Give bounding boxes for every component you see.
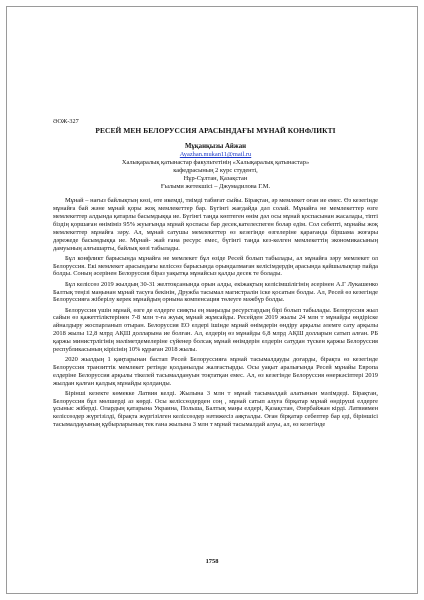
article-title: РЕСЕЙ МЕН БЕЛОРУССИЯ АРАСЫНДАҒЫ МҰНАЙ КОНФЛИКТІ xyxy=(95,126,336,135)
author-city: Нұр-Сұлтан, Қазақстан xyxy=(183,174,248,182)
paragraph-1: Мұнай – нағыз байлықтың көзі, өте икемді, тиімді табиғат сыйы. Бірақтан, әр мемлекет оған ие емес. Өз кезегінде мұнайға бай және мұнай қоры жоқ мемлекеттер бар. Бүгінгі жағдайда дәл солай. Мұнайға не мемлекеттер өзге мемлекеттер алдында қатарлы басымдыққа ие. Бүгінгі таңда көптеген өнім дәл осы мұнай қоспасынан жасалады, тіпті біздің қоршаған өніміміз 95% жуығында мұнай қоспасы бар десек,кателеспеген болар едім. Сол себепті, мұнайы жоқ мемлекеттер мұнайға зәру. Ал, мұнай сатушы мемлекеттер өз кезегінде өзгелеріне қарағанда біршама жоғары дәрежеде басымдыққа ие. Мұнай- жай ғана ресурс емес, бүгінгі таңда кез-келген мемлекеттің экономикасының дамуының алғышарты, байлық көзі табылады. xyxy=(53,197,378,252)
paragraph-5: 2020 жылдың 1 қаңтарынан бастап Ресей Белоруссияға мұнай тасымалдауды доғарды, бірақта өз кезегінде Белоруссия транзиттік мемлекет ретінде қолданылды жалғастырды. Осы уақыт аралығында Ресей мұнайы Европа елдеріне Белоруссия арқылы тікелей тасымалдануын тоқтатқан емес. Ал, өз кезегінде Белоруссия өнеркәсіптері 2019 жылдан қалған қалдық мұнайды қолданды. xyxy=(53,356,378,387)
author-block xyxy=(53,143,378,190)
article-body xyxy=(53,197,378,429)
paragraph-3: Бұл келіссөз 2019 жылдың 30-31 желтоқсанында орын алды, екіжақтың келісімшілігінің әсерінен А.Г Лукашенко Балтық теңізі маңынан мұнай тасуға бекінін, Дружба тасымал магистралін іске қосатын болды. Ал, Ресей өз кезегінде Белоруссияға жіберілу керек мұнайдың орнына компенсация төлеуге мәжбүр болды. xyxy=(53,280,378,304)
article xyxy=(53,118,378,431)
author-name: Мұқанқызы Айжан xyxy=(184,143,247,150)
author-email-link[interactable]: Ayazhan.mukan11@mail.ru xyxy=(179,150,252,158)
author-supervisor: Ғылыми жетекшісі – Джумадилова Г.М. xyxy=(160,182,271,190)
paragraph-2: Бұл конфликт барысында мұнайға не мемлекет бұл өзіде Ресей болып табылады, ал мұнайға зәру мемлекет ол Белоруссия. Екі мемлекет арасындағы келіссөз барысында орындалмаған келісімдердің арасында қайшылықтар пайда болды. Соның әсерінен Белоруссия біраз уақытқа мұнайсыз қалды десек те болады. xyxy=(53,254,378,278)
udc-code: ӘОЖ-327 xyxy=(53,118,79,125)
page-number: 1758 xyxy=(205,558,219,565)
paragraph-4: Белоруссия үшін мұнай, өзге де елдерге сияқты ең маңызды ресурстардың бірі болып табылады. Белоруссия жыл сайын өз қажеттіліктерінен 7-8 млн т-ға жуық мұнай жұмсайды. Ресейден 2019 жылы 24 млн т мұнайды өндіріске айналдыру жоспарланып отыран. Белоруссия ЕО елдері ішінде мұнай өнімдерін өндіру арқылы әлемге сату арқылы 2018 жылы 12,8 млрд АҚШ долларына ие болған. Ал, елдерің өз мұнайды 6,8 млрд АҚШ долларын сатып алған. РБ қаржы министрлігінің мәліметдемелеріне сүйенер болсақ мұнай өнімдерін елдерін сатудан түскен қаржы Белоруссия республикасының кірісінің 10% құраған 2018 жылы. xyxy=(53,306,378,353)
author-affiliation-2: кафедрасының 2 курс студенті, xyxy=(173,166,258,174)
author-affiliation-1: Халықаралық қатынастар факультетінің «Халықаралық қатынастар» xyxy=(121,158,310,166)
paragraph-6: Бірінші кезекте көмекке Латвия келді. Жылына 3 млн т мұнай тасымалдай алатынын мәлімдеді. Бірақтан, Белоруссия бұл мөлшерді аз көрді. Осы келіссөздерден соң , мұнай сатып алуға бірқатар мұнай өндіруші елдерге ұсыныс жіберді. Олардың қатарына Украина, Польша, Балтық маңы елдері, Қазақстан, Әзербайжан кірді. Латвиямен келіссөздер жүргізілді, бірақта жүргізілген келіссөздер нәтижесіз аяқталды. Оған бірқатар себептер бар еді, біріншісі тасымалдауының құбырларының тек ғана жылына 3 млн т мұнай тасымалдай алуы, ал, өз кезегінде xyxy=(53,389,378,429)
